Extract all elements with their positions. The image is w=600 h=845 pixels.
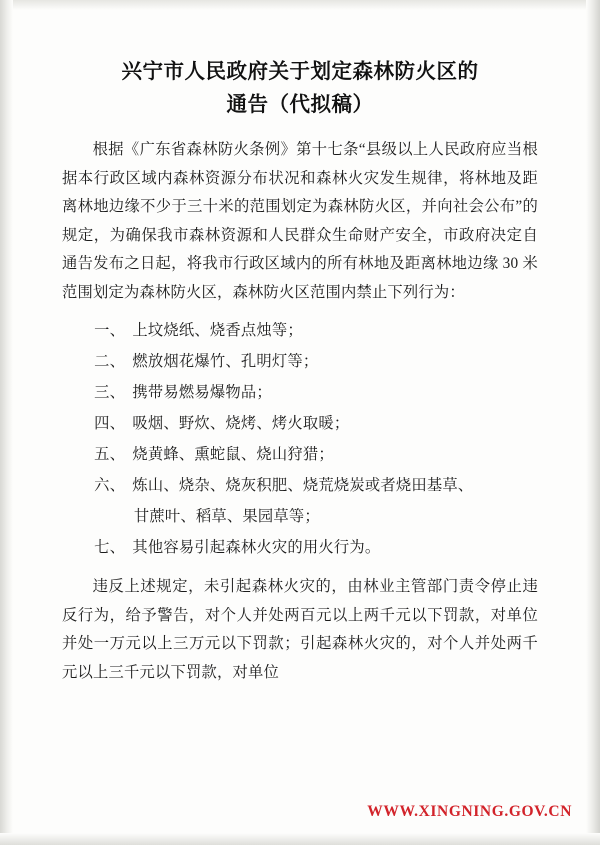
document-body	[62, 136, 538, 687]
paper-edge-bottom	[0, 833, 600, 845]
paragraph-intro: 根据《广东省森林防火条例》第十七条“县级以上人民政府应当根据本行政区域内森林资源分布状况和森林火灾发生规律，将林地及距离林地边缘不少于三十米的范围划定为森林防火区，并向社会公布”的规定，为确保我市森林资源和人民群众生命财产安全，市政府决定自通告发布之日起，将我市行政区域内的所有林地及距离林地边缘 30 米范围划定为森林防火区，森林防火区范围内禁止下列行为：	[62, 141, 538, 301]
list-item	[62, 439, 538, 470]
list-item	[62, 346, 538, 377]
list-item	[62, 532, 538, 563]
list-item	[62, 408, 538, 439]
list-item-label: 炼山、烧杂、烧灰积肥、烧荒烧炭或者烧田基草、	[132, 477, 474, 494]
page-title-line-1: 兴宁市人民政府关于划定森林防火区的	[121, 61, 479, 83]
list-item-number: 六、	[94, 477, 126, 494]
footer-website-url: WWW.XINGNING.GOV.CN	[367, 803, 572, 820]
list-item-label: 其他容易引起森林火灾的用火行为。	[132, 539, 381, 556]
list-item-label: 吸烟、野炊、烧烤、烤火取暖；	[132, 415, 350, 432]
list-item-number: 三、	[94, 384, 126, 401]
list-item	[62, 315, 538, 346]
list-item-number: 二、	[94, 353, 126, 370]
page-title	[62, 56, 538, 122]
list-item-label: 携带易燃易爆物品；	[132, 384, 272, 401]
list-item-number: 四、	[94, 415, 126, 432]
list-item-continuation: 甘蔗叶、稻草、果园草等；	[133, 508, 320, 525]
list-item-label: 上坟烧纸、烧香点烛等；	[132, 322, 303, 339]
list-item-number: 七、	[94, 539, 126, 556]
list-item-label: 燃放烟花爆竹、孔明灯等；	[132, 353, 319, 370]
list-item-number: 一、	[94, 322, 126, 339]
prohibited-items-list	[62, 315, 538, 563]
list-item-number: 五、	[94, 446, 126, 463]
list-item	[62, 470, 538, 532]
paragraph-penalties: 违反上述规定，未引起森林火灾的，由林业主管部门责令停止违反行为，给予警告，对个人并处两百元以上两千元以下罚款，对单位并处一万元以上三万元以下罚款；引起森林火灾的，对个人并处两千元以上三千元以下罚款，对单位	[62, 578, 538, 681]
list-item	[62, 377, 538, 408]
list-item-label: 烧黄蜂、熏蛇鼠、烧山狩猎；	[132, 446, 334, 463]
page-title-line-2: 通告（代拟稿）	[226, 94, 374, 116]
